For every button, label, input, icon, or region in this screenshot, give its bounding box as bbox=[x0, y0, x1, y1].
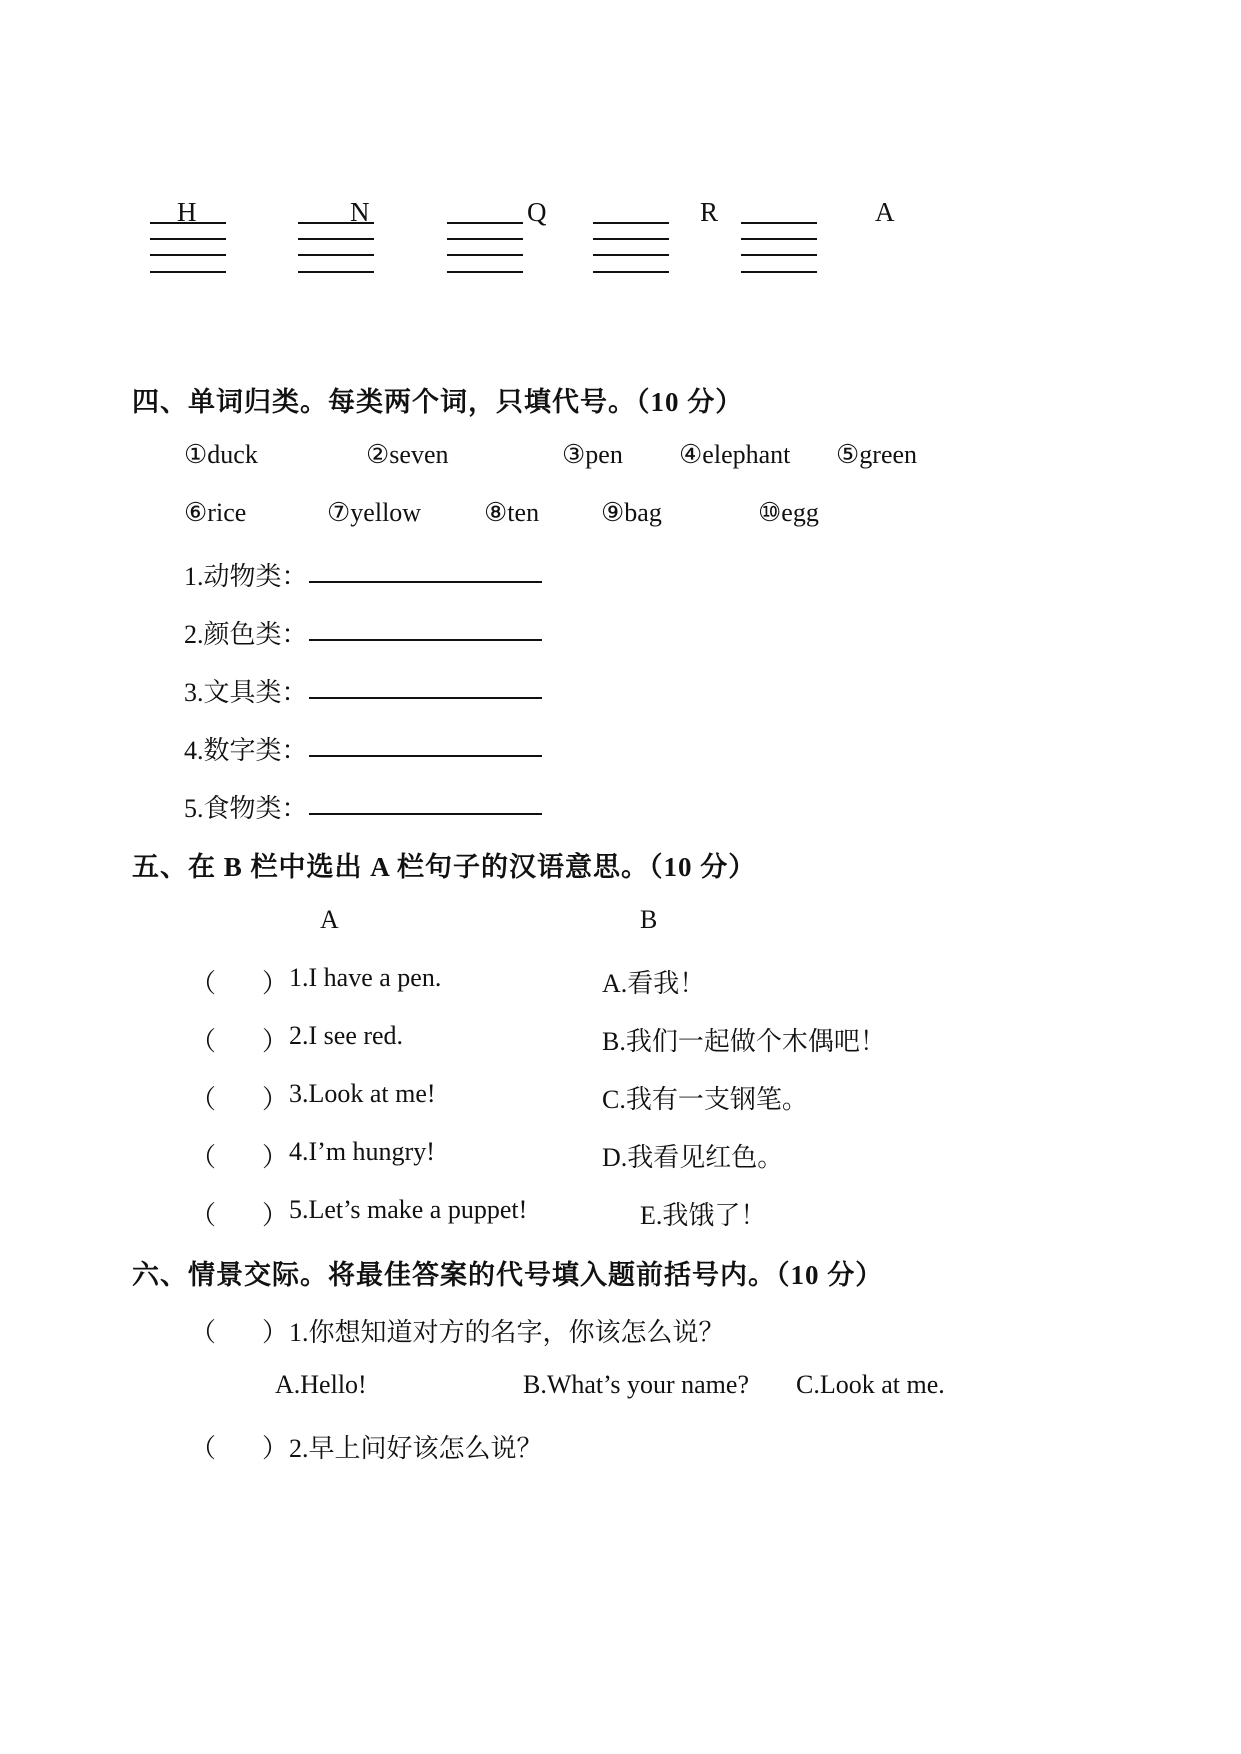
answer-paren-close: ） bbox=[262, 1027, 289, 1056]
word-option: ①duck bbox=[184, 440, 258, 469]
writing-line[interactable] bbox=[150, 238, 226, 240]
column-a-header: A bbox=[320, 905, 339, 934]
answer-blank[interactable] bbox=[309, 581, 542, 583]
answer-paren-open: （ bbox=[190, 1201, 217, 1230]
writing-line[interactable] bbox=[741, 271, 817, 273]
answer-paren-close: ） bbox=[262, 1201, 289, 1230]
writing-line[interactable] bbox=[298, 222, 374, 224]
answer-paren-close: ） bbox=[262, 1085, 289, 1114]
category-label: 4.数字类： bbox=[184, 736, 308, 765]
sentence-a: 1.I have a pen. bbox=[289, 963, 442, 992]
writing-line[interactable] bbox=[741, 222, 817, 224]
answer-paren-close: ） bbox=[262, 1434, 289, 1463]
writing-line[interactable] bbox=[447, 238, 523, 240]
sentence-a: 2.I see red. bbox=[289, 1021, 404, 1050]
question-2: 2.早上问好该怎么说？ bbox=[289, 1434, 543, 1463]
word-option: ⑦yellow bbox=[327, 498, 422, 527]
answer-paren-open: （ bbox=[190, 1027, 217, 1056]
answer-paren-open: （ bbox=[190, 1085, 217, 1114]
writing-line[interactable] bbox=[593, 238, 669, 240]
writing-line[interactable] bbox=[741, 254, 817, 256]
answer-blank[interactable] bbox=[309, 697, 542, 699]
letter-a: A bbox=[875, 197, 895, 227]
writing-line[interactable] bbox=[593, 254, 669, 256]
meaning-b: C.我有一支钢笔。 bbox=[602, 1085, 808, 1114]
category-label: 5.食物类： bbox=[184, 794, 308, 823]
question-1: 1.你想知道对方的名字，你该怎么说？ bbox=[289, 1318, 725, 1347]
option-b: B.What’s your name? bbox=[523, 1370, 749, 1399]
letter-n: N bbox=[350, 197, 370, 227]
category-label: 2.颜色类： bbox=[184, 620, 308, 649]
answer-paren-open: （ bbox=[190, 969, 217, 998]
option-c: C.Look at me. bbox=[796, 1370, 945, 1399]
word-option: ⑨bag bbox=[601, 498, 662, 527]
section5-title: 五、在 B 栏中选出 A 栏句子的汉语意思。（10 分） bbox=[132, 852, 757, 882]
answer-paren-close: ） bbox=[262, 1318, 289, 1347]
letter-h: H bbox=[177, 197, 197, 227]
sentence-a: 4.I’m hungry! bbox=[289, 1137, 435, 1166]
writing-line[interactable] bbox=[447, 254, 523, 256]
word-option: ⑧ten bbox=[484, 498, 540, 527]
word-option: ⑩egg bbox=[758, 498, 819, 527]
letter-q: Q bbox=[527, 197, 547, 227]
answer-paren-close: ） bbox=[262, 1143, 289, 1172]
sentence-a: 3.Look at me! bbox=[289, 1079, 436, 1108]
writing-line[interactable] bbox=[298, 238, 374, 240]
writing-line[interactable] bbox=[298, 254, 374, 256]
category-label: 1.动物类： bbox=[184, 562, 308, 591]
letter-r: R bbox=[700, 197, 719, 227]
writing-line[interactable] bbox=[593, 222, 669, 224]
writing-line[interactable] bbox=[150, 254, 226, 256]
meaning-b: D.我看见红色。 bbox=[602, 1143, 784, 1172]
word-option: ④elephant bbox=[679, 440, 791, 469]
writing-line[interactable] bbox=[298, 271, 374, 273]
sentence-a: 5.Let’s make a puppet! bbox=[289, 1195, 528, 1224]
writing-line[interactable] bbox=[593, 271, 669, 273]
word-option: ②seven bbox=[366, 440, 449, 469]
column-b-header: B bbox=[640, 905, 658, 934]
answer-paren-open: （ bbox=[190, 1434, 217, 1463]
word-option: ⑤green bbox=[836, 440, 918, 469]
writing-line[interactable] bbox=[447, 222, 523, 224]
writing-line[interactable] bbox=[447, 271, 523, 273]
section6-title: 六、情景交际。将最佳答案的代号填入题前括号内。（10 分） bbox=[132, 1260, 884, 1290]
meaning-b: B.我们一起做个木偶吧！ bbox=[602, 1027, 886, 1056]
section4-title: 四、单词归类。每类两个词，只填代号。（10 分） bbox=[132, 387, 744, 417]
answer-paren-open: （ bbox=[190, 1143, 217, 1172]
option-a: A.Hello! bbox=[275, 1370, 367, 1399]
answer-blank[interactable] bbox=[309, 639, 542, 641]
word-option: ③pen bbox=[562, 440, 623, 469]
category-label: 3.文具类： bbox=[184, 678, 308, 707]
answer-paren-open: （ bbox=[190, 1318, 217, 1347]
answer-paren-close: ） bbox=[262, 969, 289, 998]
meaning-b: A.看我！ bbox=[602, 969, 706, 998]
writing-line[interactable] bbox=[150, 222, 226, 224]
writing-line[interactable] bbox=[150, 271, 226, 273]
meaning-b: E.我饿了！ bbox=[640, 1201, 767, 1230]
answer-blank[interactable] bbox=[309, 813, 542, 815]
word-option: ⑥rice bbox=[184, 498, 247, 527]
writing-line[interactable] bbox=[741, 238, 817, 240]
answer-blank[interactable] bbox=[309, 755, 542, 757]
